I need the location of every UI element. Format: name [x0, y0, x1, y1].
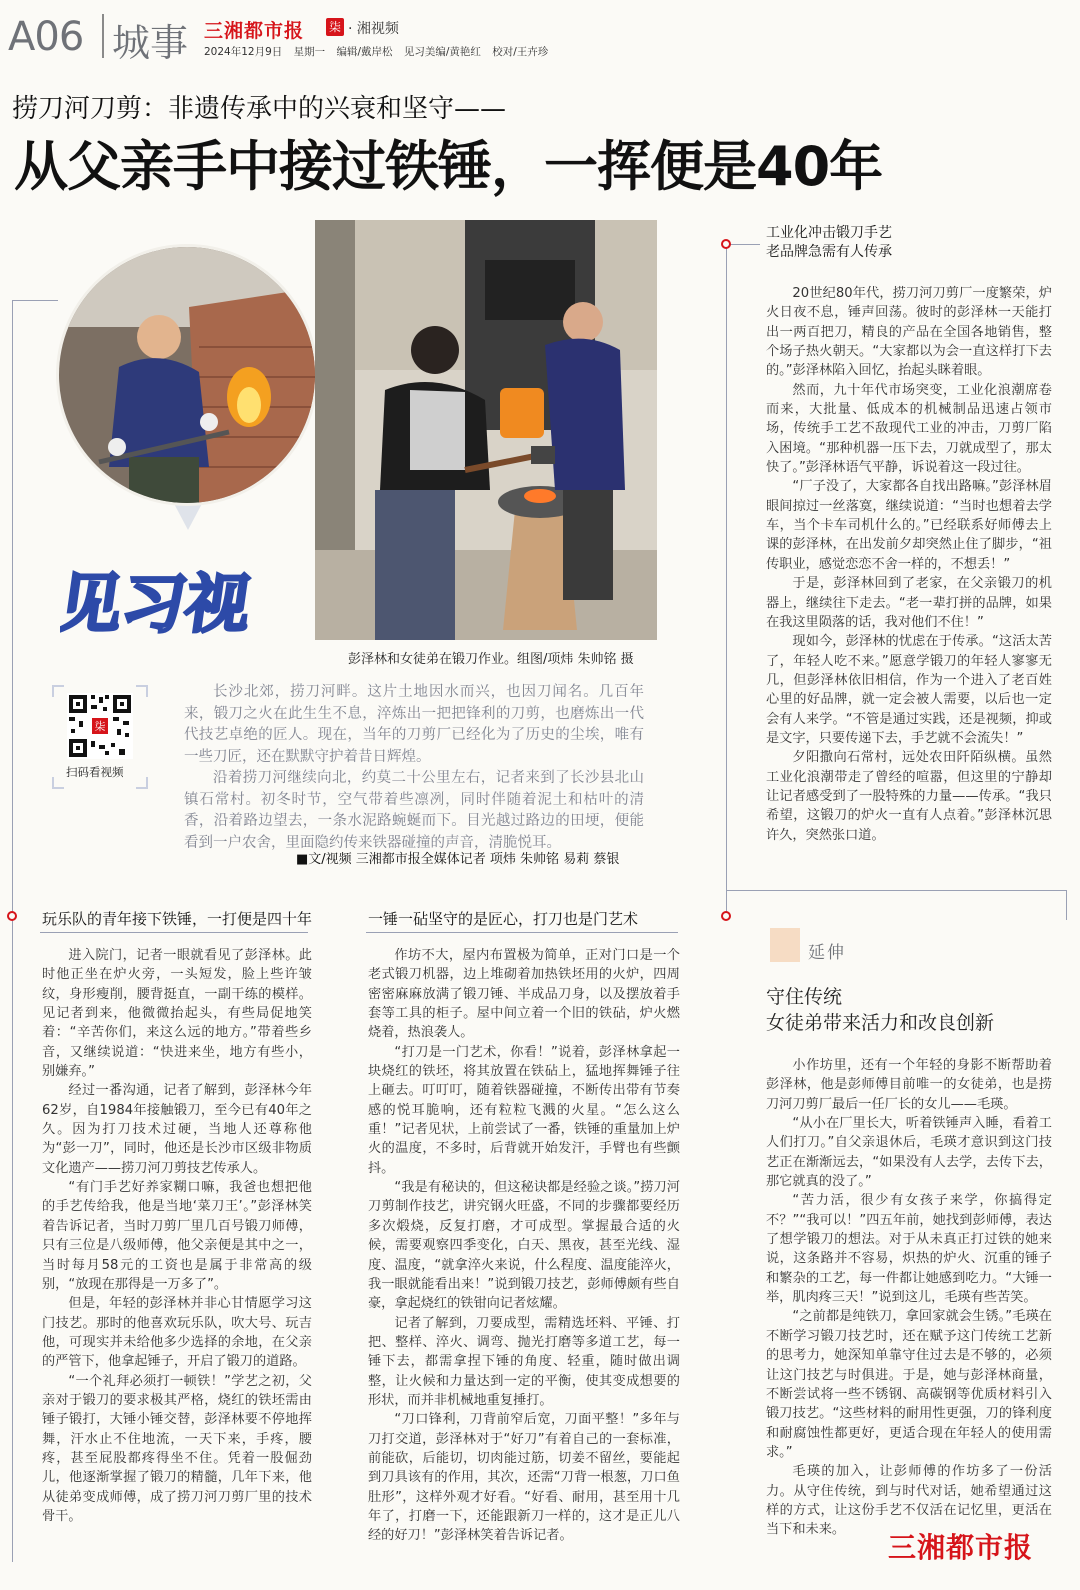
body-paragraph: “我是有秘诀的，但这秘诀都是经验之谈。”捞刀河刀剪制作技艺，讲究钢火旺盛，不同的步骤都要经历多次煅烧，反复打磨，才可成型。掌握最合适的火候，需要观察四季变化，白天、黑夜，甚至光线、湿度、温度，“就拿淬火来说，什么程度、温度能淬火，我一眼就能看出来！”说到锻刀技艺，彭师傅颇有些自豪，拿起烧红的铁钳向记者炫耀。 [368, 1180, 680, 1312]
col2-subheading: 一锤一砧坚守的是匠心，打刀也是门艺术 [368, 910, 639, 928]
forging-photo-circle [56, 244, 318, 506]
header-divider [102, 14, 104, 58]
video-logo-art [60, 548, 260, 648]
frame-dot [721, 911, 731, 921]
qr-corner [136, 777, 148, 789]
header-meta [204, 44, 556, 59]
frame-line-top-right [726, 244, 760, 245]
issue-date: 2024年12月9日 [204, 46, 283, 58]
col3-subheading-line: 工业化冲击锻刀手艺 [766, 225, 892, 241]
editor-credit: 编辑/戴岸松 [336, 46, 393, 58]
blacksmith-photo [59, 247, 318, 506]
body-paragraph: “打刀是一门艺术，你看！”说着，彭泽林拿起一块烧红的铁坯，将其放置在铁砧上，猛地挥舞锤子往上砸去。叮叮叮，随着铁器碰撞，不断传出带有节奏感的悦耳脆响，还有粒粒飞溅的火星。“怎么这么重！”记者见状，上前尝试了一番，铁锤的重量加上炉火的温度，不多时，后背就开始发汗，手臂也有些颤抖。 [368, 1044, 680, 1176]
qr-corner [136, 685, 148, 697]
page-number: A06 [8, 14, 84, 60]
frame-line-far-right [1066, 890, 1067, 920]
lead-paragraphs [184, 682, 644, 854]
body-paragraph: 毛瑛的加入，让彭师傅的作坊多了一份活力。从守住传统，到与时代对话，她希望通过这样的方式，让这份手艺不仅活在记忆里，更活在当下和未来。 [766, 1464, 1052, 1538]
frame-line-left [12, 300, 13, 1562]
extension-body [766, 1056, 1052, 1540]
body-paragraph: “有门手艺好养家糊口嘛，我爸也想把他的手艺传给我，他是当地‘菜刀王’。”彭泽林笑着告诉记者，当时刀剪厂里几百号锻刀师傅，只有三位是八级师傅，他父亲便是其中之一，当时每月58元的工资也是属于非常高的级别，“放现在那得是一万多了”。 [42, 1180, 312, 1292]
body-paragraph: “厂子没了，大家都各自找出路嘛。”彭泽林眉眼间掠过一丝落寞，继续说道：“当时也想着去学车，当个卡车司机什么的。”已经联系好师傅去上课的彭泽林，在出发前夕却突然止住了脚步，“祖传职业，感觉恋恋不舍一样的，不想丢！” [766, 479, 1052, 572]
col3-subheading [766, 224, 892, 262]
body-paragraph: 经过一番沟通，记者了解到，彭泽林今年62岁，自1984年接触锻刀，至今已有40年之久。因为打刀技术过硬，当地人还尊称他为“彭一刀”，同时，他还是长沙市区级非物质文化遗产——捞刀河刀剪技艺传承人。 [42, 1083, 312, 1176]
qr-badge-text: 柒 [94, 720, 106, 733]
col2-body [368, 946, 680, 1546]
designer-credit: 见习美编/黄艳红 [403, 46, 481, 58]
issue-weekday: 星期一 [293, 46, 326, 58]
body-paragraph: 作坊不大，屋内布置极为简单，正对门口是一个老式锻刀机器，边上堆砌着加热铁坯用的火炉，四周密密麻麻放满了锻刀锤、半成品刀身，以及摆放着手套等工具的柜子。屋中间立着一个旧的铁砧，炉火燃烧着，热浪袭人。 [368, 948, 680, 1041]
video-section-logo [60, 548, 260, 648]
body-paragraph: 现如今，彭泽林的忧虑在于传承。“这活太苦了，年轻人吃不来。”愿意学锻刀的年轻人寥寥无几，但彭泽林依旧相信，作为一个进入了老百姓心里的好品牌，就一定会被人需要，以后也一定会有人来学。“不管是通过实践，还是视频，抑或是文字，只要传递下去，手艺就不会流失！” [766, 634, 1052, 746]
subhead-underline [40, 932, 308, 933]
body-paragraph: 夕阳撒向石常村，远处农田阡陌纵横。虽然工业化浪潮带走了曾经的喧嚣，但这里的宁静却让记者感受到了一股特殊的力量——传承。“我只希望，这锻刀的炉火一直有人点着。”彭泽林沉思许久，突然张口道。 [766, 750, 1052, 843]
qr-corner [52, 777, 64, 789]
body-paragraph: 于是，彭泽林回到了老家，在父亲锻刀的机器上，继续往下走去。“老一辈打拼的品牌，如果在我这里陨落的话，我对他们不住！” [766, 576, 1052, 630]
headline: 从父亲手中接过铁锤，一挥便是40年 [14, 135, 883, 198]
qr-label: 扫码看视频 [66, 765, 124, 779]
brand-logo: 三湘都市报 [204, 20, 305, 42]
body-paragraph: 但是，年轻的彭泽林并非心甘情愿学习这门技艺。那时的他喜欢玩乐队，吹大号、玩吉他，可现实并未给他多少选择的余地，在父亲的严管下，他拿起锤子，开启了锻刀的道路。 [42, 1296, 312, 1370]
subhead-underline [366, 932, 678, 933]
frame-dot [721, 239, 731, 249]
body-paragraph: 小作坊里，还有一个年轻的身影不断帮助着彭泽林，他是彭师傅目前唯一的女徒弟，也是捞刀河刀剪厂最后一任厂长的女儿——毛瑛。 [766, 1058, 1052, 1112]
body-paragraph: “从小在厂里长大，听着铁锤声入睡，看着工人们打刀。”自父亲退休后，毛瑛才意识到这门技艺正在渐渐远去，“如果没有人去学，去传下去，那它就真的没了。” [766, 1116, 1052, 1190]
extension-heading-line: 女徒弟带来活力和改良创新 [766, 1012, 995, 1034]
extension-tag [770, 928, 800, 962]
forging-photo-main [315, 220, 657, 640]
section-name: 城事 [112, 21, 189, 65]
body-paragraph: “苦力活，很少有女孩子来学，你搞得定不？”“我可以！”四五年前，她找到彭师傅，表达了想学锻刀的想法。对于从未真正打过铁的她来说，这条路并不容易，炽热的炉火、沉重的锤子和繁杂的工艺，每一件都让她感到吃力。“大锤一举，肌肉疼三天！”说到这儿，毛瑛有些苦笑。 [766, 1193, 1052, 1306]
brand-subtitle: · 湘视频 [348, 21, 399, 37]
col1-body [42, 946, 312, 1526]
footer-brand-logo: 三湘都市报 [884, 1526, 1037, 1566]
frame-line-bottom-right [726, 890, 1066, 891]
extension-heading-line: 守住传统 [766, 986, 843, 1008]
col3-body [766, 284, 1052, 845]
frame-line-right [726, 244, 727, 920]
page-header [0, 0, 1080, 68]
body-paragraph: “一个礼拜必须打一顿铁！”学艺之初，父亲对于锻刀的要求极其严格，烧红的铁坯需由锤子锻打，大锤小锤交替，彭泽林要不停地挥舞，汗水止不住地流，一天下来，手疼，腰疼，甚至屁股都疼得坐不住。凭着一股倔劲儿，他逐渐掌握了锻刀的精髓，几年下来，他从徒弟变成师傅，成了捞刀河刀剪厂里的技术骨干。 [42, 1373, 312, 1524]
kicker: 捞刀河刀剪：非遗传承中的兴衰和坚守—— [12, 94, 507, 124]
frame-dot [7, 911, 17, 921]
lead-paragraph: 长沙北郊，捞刀河畔。这片土地因水而兴，也因刀闻名。几百年来，锻刀之火在此生生不息，淬炼出一把把锋利的刀剪，也磨炼出一代代技艺卓绝的匠人。现在，当年的刀剪厂已经化为了历史的尘埃，唯有一些刀匠，还在默默守护着昔日辉煌。 [184, 684, 644, 765]
col3-subheading-line: 老品牌急需有人传承 [766, 244, 892, 260]
photo-caption: 彭泽林和女徒弟在锻刀作业。组图/项炜 朱帅铭 摄 [348, 652, 634, 667]
brand-badge: 柒 [326, 18, 344, 36]
body-paragraph: 然而，九十年代市场突变，工业化浪潮席卷而来，大批量、低成本的机械制品迅速占领市场，传统手工艺不敌现代工业的冲击，刀剪厂陷入困境。“那种机器一压下去，刀就成型了，那太快了。”彭泽林语气平静，诉说着这一段过往。 [766, 382, 1052, 476]
frame-line-top-left [12, 300, 58, 301]
lead-paragraph: 沿着捞刀河继续向北，约莫二十公里左右，记者来到了长沙县北山镇石常村。初冬时节，空气带着些凛冽，同时伴随着泥土和枯叶的清香，沿着路边望去，一条水泥路蜿蜒而下。目光越过路边的田埂，便能看到一户农舍，里面隐约传来铁器碰撞的声音，清脆悦耳。 [184, 770, 644, 851]
col1-subheading: 玩乐队的青年接下铁锤，一打便是四十年 [42, 910, 313, 928]
body-paragraph: “之前都是纯铁刀，拿回家就会生锈。”毛瑛在不断学习锻刀技艺时，还在赋予这门传统工艺新的思考力，她深知单靠守住过去是不够的，必须让这门技艺与时俱进。于是，她与彭泽林商量，不断尝试将一些不锈钢、高碳钢等优质材料引入锻刀技艺。“这些材料的耐用性更强，刀的锋利度和耐腐蚀性都更好，更适合现在年轻人的使用需求。” [766, 1309, 1052, 1460]
video-logo-text: 见习视 [60, 567, 256, 642]
body-paragraph: 进入院门，记者一眼就看见了彭泽林。此时他正坐在炉火旁，一头短发，脸上些许皱纹，身形瘦削，腰背挺直，一副干练的模样。见记者到来，他微微抬起头，有些局促地笑着：“辛苦你们，来这么远的地方。”带着些乡音，又继续说道：“快进来坐，地方有些小，别嫌弃。” [42, 948, 312, 1080]
body-paragraph: 20世纪80年代，捞刀河刀剪厂一度繁荣，炉火日夜不息，锤声回荡。彼时的彭泽林一天能打出一两百把刀，精良的产品在全国各地销售，整个场子热火朝天。“大家都以为会一直这样打下去的。”彭泽林陷入回忆，抬起头眯着眼。 [766, 286, 1052, 379]
byline: ■文/视频 三湘都市报全媒体记者 项炜 朱帅铭 易莉 蔡银 [296, 852, 620, 867]
body-paragraph: “刀口锋利，刀背前窄后宽，刀面平整！”多年与刀打交道，彭泽林对于“好刀”有着自己的一套标准，前能砍，后能切，切肉能过筋，切姜不留丝，要能起到刀具该有的作用，其次，还需“刀背一根葱，刀口鱼肚形”，这样外观才好看。“好看、耐用，甚至用十几年了，打磨一下，还能跟新刀一样的，这才是正儿八经的好刀！”彭泽林笑着告诉记者。 [368, 1412, 680, 1544]
body-paragraph: 记者了解到，刀要成型，需精选坯料、平锤、打把、整样、淬火、调弯、抛光打磨等多道工艺，每一锤下去，都需拿捏下锤的角度、轻重，随时做出调整，让火候和力量达到一定的平衡，使其变成想要的形状，而并非机械地重复捶打。 [368, 1315, 680, 1408]
extension-label: 延伸 [808, 943, 846, 963]
proofreader-credit: 校对/王卉珍 [492, 46, 549, 58]
workshop-photo [315, 220, 657, 640]
qr-corner [52, 685, 64, 697]
extension-heading [766, 984, 994, 1036]
qr-code-icon[interactable] [67, 693, 133, 759]
